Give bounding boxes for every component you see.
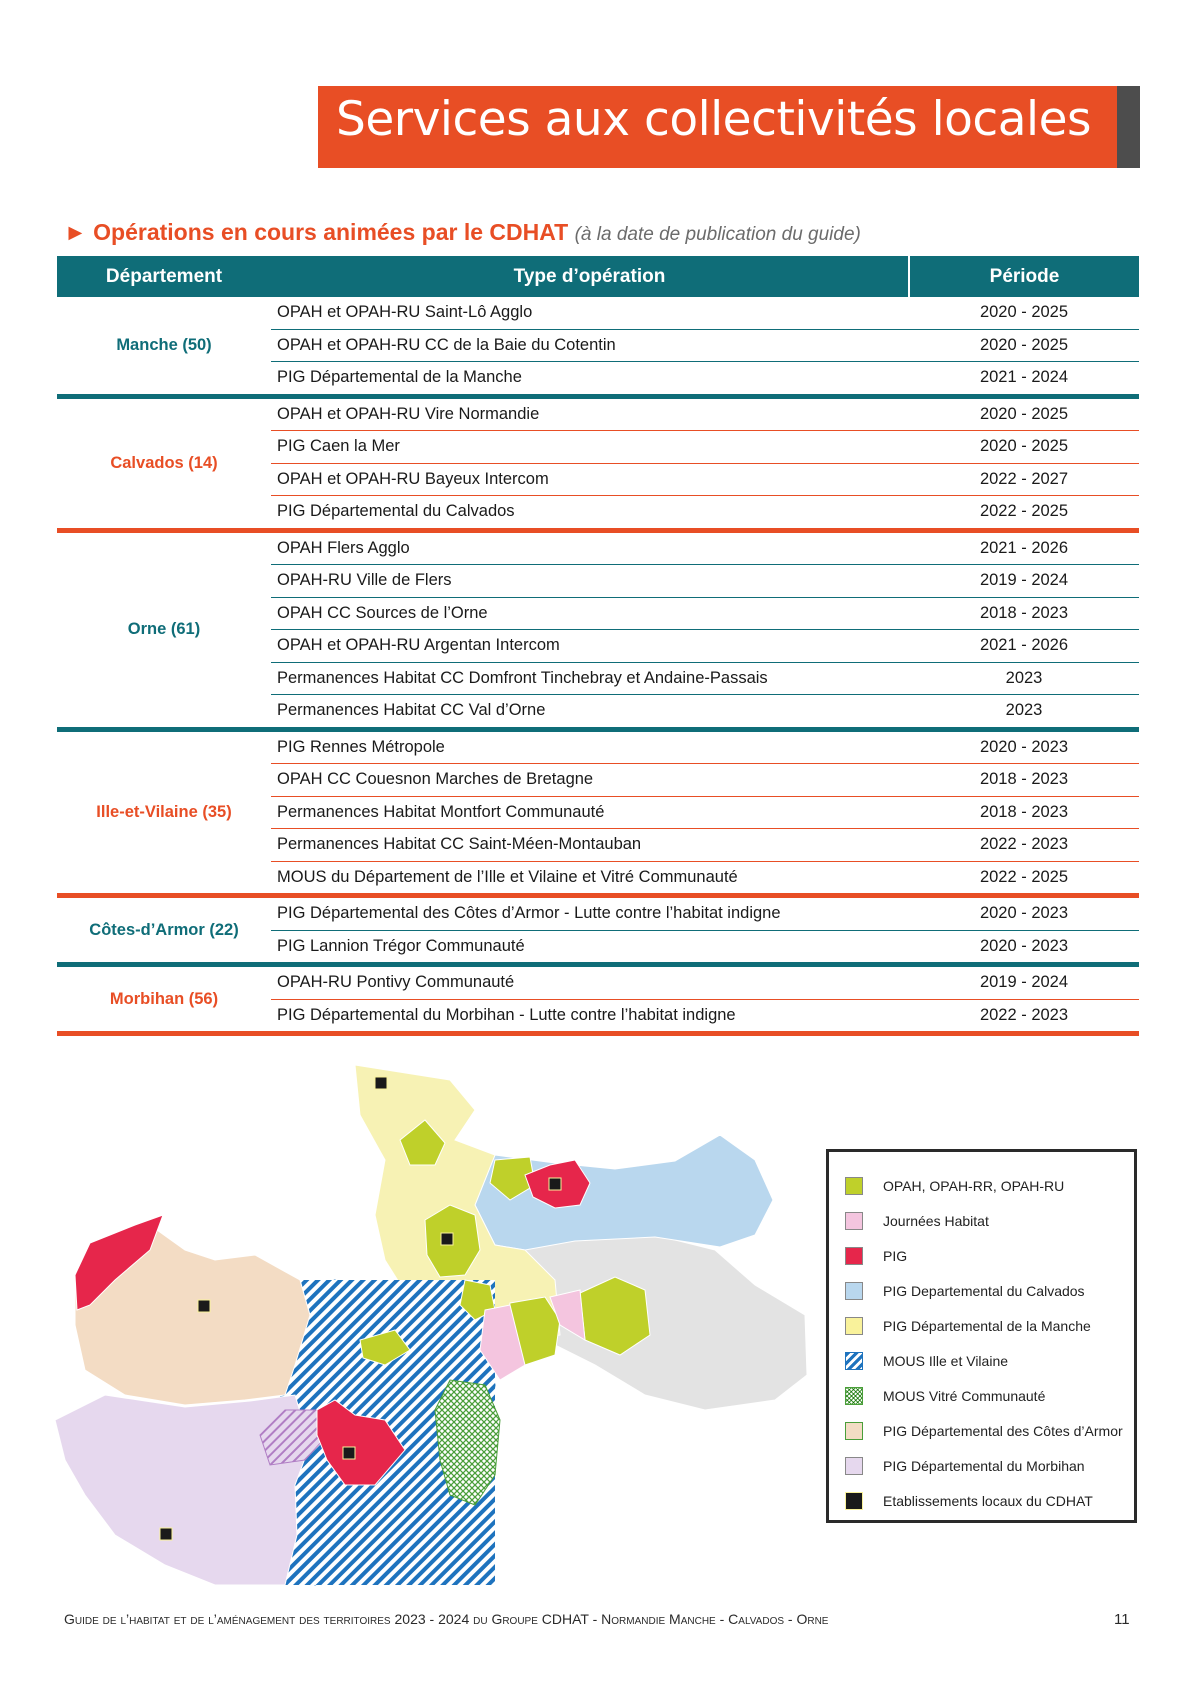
- legend-item: [845, 1456, 1085, 1476]
- legend-swatch: [845, 1492, 863, 1510]
- table-row: [57, 533, 1139, 565]
- cdhat-office-marker: [549, 1178, 561, 1190]
- operation-cell: PIG Caen la Mer: [271, 431, 909, 464]
- department-cell: Calvados (14): [110, 453, 218, 472]
- legend-item: [845, 1386, 1045, 1406]
- table-row: [57, 967, 1139, 999]
- legend-label: OPAH, OPAH-RR, OPAH-RU: [883, 1178, 1065, 1194]
- operation-cell: Permanences Habitat CC Saint-Méen-Montauban: [271, 829, 909, 862]
- legend-item: [845, 1281, 1085, 1301]
- column-header-operation: Type d’opération: [271, 256, 909, 297]
- operation-cell: Permanences Habitat Montfort Communauté: [271, 796, 909, 829]
- operation-cell: Permanences Habitat CC Domfront Tinchebray et Andaine-Passais: [271, 662, 909, 695]
- period-cell: 2020 - 2025: [909, 297, 1139, 329]
- operation-cell: OPAH-RU Ville de Flers: [271, 565, 909, 598]
- department-cell: Côtes-d’Armor (22): [89, 920, 239, 939]
- operation-cell: OPAH et OPAH-RU Vire Normandie: [271, 399, 909, 431]
- operation-cell: PIG Départemental du Morbihan - Lutte contre l’habitat indigne: [277, 1005, 736, 1024]
- legend-swatch: [845, 1352, 863, 1370]
- department-cell: Orne (61): [127, 620, 201, 638]
- cdhat-office-marker: [198, 1300, 210, 1312]
- operation-cell: OPAH CC Couesnon Marches de Bretagne: [271, 764, 909, 797]
- legend-label: Journées Habitat: [883, 1213, 989, 1229]
- operation-cell: Permanences Habitat CC Val d’Orne: [277, 701, 546, 720]
- operation-cell: OPAH et OPAH-RU Argentan Intercom: [271, 630, 909, 663]
- period-cell: 2021 - 2026: [909, 630, 1139, 663]
- period-cell: 2023: [909, 662, 1139, 695]
- legend-item: [845, 1421, 1123, 1441]
- operation-cell: OPAH et OPAH-RU Saint-Lô Agglo: [271, 297, 909, 329]
- cdhat-office-marker: [343, 1447, 355, 1459]
- territory-map: [55, 1065, 815, 1615]
- table-row: [57, 297, 1139, 329]
- period-cell: 2020 - 2023: [909, 898, 1139, 930]
- legend-item: [845, 1491, 1093, 1511]
- legend-label: PIG Departemental du Calvados: [883, 1283, 1085, 1299]
- legend-swatch: [845, 1317, 863, 1335]
- legend-item: [845, 1176, 1064, 1196]
- table-header-row: [57, 256, 1139, 297]
- legend-swatch: [845, 1422, 863, 1440]
- legend-swatch: [845, 1177, 863, 1195]
- operation-cell: OPAH Flers Agglo: [271, 533, 909, 565]
- period-cell: 2020 - 2023: [979, 936, 1069, 955]
- period-cell: 2020 - 2025: [909, 399, 1139, 431]
- department-cell: Morbihan (56): [109, 989, 219, 1008]
- legend-swatch: [845, 1282, 863, 1300]
- footer-text: Guide de l’habitat et de l’aménagement des territoires 2023 - 2024 du Groupe CDHAT - Normandie Manche - Calvados - Orne: [64, 1611, 829, 1627]
- legend-swatch: [845, 1212, 863, 1230]
- operation-cell: OPAH CC Sources de l’Orne: [271, 597, 909, 630]
- operation-cell: OPAH et OPAH-RU CC de la Baie du Cotentin: [271, 329, 909, 362]
- page-number: 11: [1114, 1611, 1130, 1628]
- legend-swatch: [845, 1387, 863, 1405]
- period-cell: 2022 - 2025: [979, 867, 1069, 886]
- table-row: [57, 732, 1139, 764]
- operation-cell: OPAH-RU Pontivy Communauté: [271, 967, 909, 999]
- operation-cell: MOUS du Département de l’Ille et Vilaine et Vitré Communauté: [277, 867, 738, 886]
- period-cell: 2021 - 2026: [909, 533, 1139, 565]
- department-cell: Ille-et-Vilaine (35): [96, 802, 232, 821]
- operation-cell: PIG Rennes Métropole: [271, 732, 909, 764]
- legend-label: MOUS Ille et Vilaine: [883, 1353, 1009, 1369]
- legend-swatch: [845, 1457, 863, 1475]
- column-header-period: Période: [909, 256, 1139, 297]
- cdhat-office-marker: [441, 1233, 453, 1245]
- legend-label: PIG Départemental de la Manche: [883, 1318, 1091, 1334]
- legend-item: [845, 1316, 1091, 1336]
- operation-cell: PIG Départemental de la Manche: [277, 368, 522, 387]
- period-cell: 2018 - 2023: [909, 597, 1139, 630]
- table-row: [57, 898, 1139, 930]
- operation-cell: PIG Départemental du Calvados: [277, 502, 515, 521]
- legend-item: [845, 1351, 1008, 1371]
- period-cell: 2019 - 2024: [909, 967, 1139, 999]
- operations-table: [57, 256, 1139, 1036]
- section-heading-note: (à la date de publication du guide): [574, 224, 861, 245]
- cdhat-office-marker: [160, 1528, 172, 1540]
- operation-cell: OPAH et OPAH-RU Bayeux Intercom: [271, 463, 909, 496]
- period-cell: 2019 - 2024: [909, 565, 1139, 598]
- legend-item: [845, 1211, 989, 1231]
- legend-label: Etablissements locaux du CDHAT: [883, 1493, 1093, 1509]
- period-cell: 2020 - 2025: [909, 431, 1139, 464]
- legend-item: [845, 1246, 907, 1266]
- operation-cell: PIG Départemental des Côtes d’Armor - Lutte contre l’habitat indigne: [271, 898, 909, 930]
- group-separator: [57, 1034, 1139, 1037]
- period-cell: 2020 - 2023: [909, 732, 1139, 764]
- period-cell: 2018 - 2023: [909, 764, 1139, 797]
- operation-cell: PIG Lannion Trégor Communauté: [277, 936, 525, 955]
- table-row: [57, 399, 1139, 431]
- cdhat-office-marker: [375, 1077, 387, 1089]
- period-cell: 2022 - 2025: [979, 502, 1069, 521]
- legend-label: PIG Départemental des Côtes d’Armor: [883, 1423, 1123, 1439]
- triangle-bullet-icon: ►: [64, 219, 87, 245]
- period-cell: 2022 - 2023: [979, 1005, 1069, 1024]
- legend-label: PIG: [883, 1248, 908, 1264]
- map-legend: [826, 1149, 1137, 1523]
- legend-swatch: [845, 1247, 863, 1265]
- legend-label: MOUS Vitré Communauté: [883, 1388, 1046, 1404]
- section-heading-text: Opérations en cours animées par le CDHAT: [93, 219, 569, 245]
- period-cell: 2022 - 2023: [909, 829, 1139, 862]
- period-cell: 2021 - 2024: [979, 368, 1069, 387]
- title-banner-edge: [1117, 86, 1140, 168]
- period-cell: 2020 - 2025: [909, 329, 1139, 362]
- period-cell: 2023: [1005, 701, 1043, 720]
- page-title: Services aux collectivités locales: [336, 92, 1091, 147]
- column-header-department: Département: [57, 256, 271, 297]
- period-cell: 2022 - 2027: [909, 463, 1139, 496]
- department-cell: Manche (50): [116, 335, 212, 354]
- legend-label: PIG Départemental du Morbihan: [883, 1458, 1085, 1474]
- period-cell: 2018 - 2023: [909, 796, 1139, 829]
- section-heading: [64, 219, 861, 246]
